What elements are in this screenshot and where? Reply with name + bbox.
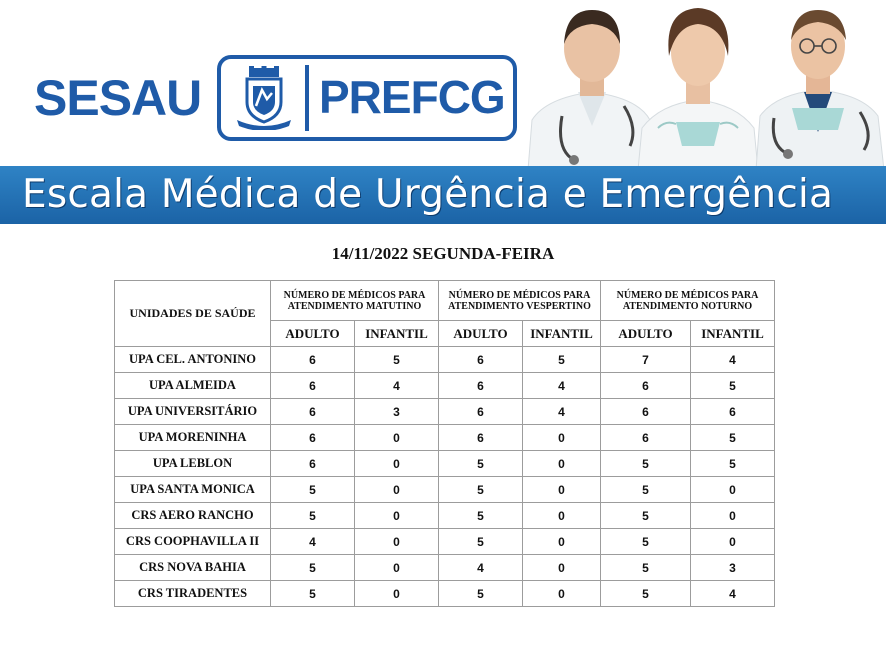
units-header: UNIDADES DE SAÚDE — [115, 281, 271, 347]
doctor-count: 5 — [271, 503, 355, 529]
doctor-count: 0 — [355, 581, 439, 607]
doctor-count: 6 — [271, 399, 355, 425]
doctor-count: 0 — [355, 503, 439, 529]
table-row — [115, 555, 775, 581]
table-row — [115, 399, 775, 425]
schedule-rows — [115, 347, 775, 607]
subheader-infantil: INFANTIL — [523, 321, 601, 347]
doctor-count: 0 — [355, 451, 439, 477]
doctor-count: 7 — [601, 347, 691, 373]
group-header-noturno: NÚMERO DE MÉDICOS PARA ATENDIMENTO NOTURNO — [601, 281, 775, 321]
doctor-count: 0 — [355, 529, 439, 555]
doctor-count: 0 — [355, 555, 439, 581]
doctor-count: 5 — [601, 555, 691, 581]
unit-name: CRS NOVA BAHIA — [115, 555, 271, 581]
doctor-count: 0 — [691, 503, 775, 529]
table-row — [115, 451, 775, 477]
doctor-count: 5 — [691, 373, 775, 399]
doctor-count: 6 — [601, 373, 691, 399]
doctor-count: 6 — [271, 451, 355, 477]
doctor-count: 3 — [691, 555, 775, 581]
doctor-count: 5 — [601, 451, 691, 477]
doctors-photo — [526, 0, 886, 170]
doctor-count: 5 — [439, 581, 523, 607]
doctor-count: 5 — [601, 529, 691, 555]
doctor-count: 0 — [523, 425, 601, 451]
unit-name: UPA MORENINHA — [115, 425, 271, 451]
unit-name: UPA SANTA MONICA — [115, 477, 271, 503]
doctor-count: 6 — [691, 399, 775, 425]
doctor-count: 0 — [355, 425, 439, 451]
doctor-count: 0 — [523, 581, 601, 607]
unit-name: CRS COOPHAVILLA II — [115, 529, 271, 555]
group-header-matutino: NÚMERO DE MÉDICOS PARA ATENDIMENTO MATUTINO — [271, 281, 439, 321]
doctor-count: 4 — [523, 399, 601, 425]
unit-name: CRS AERO RANCHO — [115, 503, 271, 529]
table-row — [115, 425, 775, 451]
doctor-count: 5 — [691, 451, 775, 477]
doctor-count: 4 — [271, 529, 355, 555]
doctor-count: 6 — [271, 425, 355, 451]
doctor-count: 3 — [355, 399, 439, 425]
subheader-infantil: INFANTIL — [355, 321, 439, 347]
doctor-count: 5 — [601, 477, 691, 503]
doctor-count: 0 — [691, 477, 775, 503]
doctor-count: 0 — [523, 529, 601, 555]
doctor-count: 5 — [271, 477, 355, 503]
subheader-infantil: INFANTIL — [691, 321, 775, 347]
subheader-adulto: ADULTO — [439, 321, 523, 347]
doctor-count: 6 — [601, 425, 691, 451]
doctor-count: 5 — [271, 581, 355, 607]
subheader-adulto: ADULTO — [271, 321, 355, 347]
doctor-count: 5 — [355, 347, 439, 373]
doctor-count: 6 — [439, 399, 523, 425]
logo-cg-text: CG — [437, 71, 505, 123]
unit-name: UPA LEBLON — [115, 451, 271, 477]
doctor-count: 4 — [691, 347, 775, 373]
subheader-adulto: ADULTO — [601, 321, 691, 347]
sesau-logo: SESAU — [34, 70, 202, 126]
doctor-count: 4 — [523, 373, 601, 399]
doctor-count: 0 — [355, 477, 439, 503]
doctor-count: 5 — [523, 347, 601, 373]
schedule-table — [114, 280, 775, 607]
doctor-count: 5 — [439, 451, 523, 477]
doctor-count: 6 — [271, 347, 355, 373]
logo-separator — [305, 65, 309, 131]
table-row — [115, 529, 775, 555]
doctor-count: 0 — [523, 451, 601, 477]
prefcg-logo-text — [319, 69, 505, 125]
doctor-count: 0 — [691, 529, 775, 555]
doctor-count: 5 — [439, 529, 523, 555]
doctor-count: 5 — [691, 425, 775, 451]
doctor-count: 5 — [601, 581, 691, 607]
doctor-count: 6 — [439, 373, 523, 399]
city-crest-icon — [231, 66, 297, 130]
doctor-count: 5 — [601, 503, 691, 529]
doctor-count: 5 — [271, 555, 355, 581]
doctor-count: 5 — [439, 503, 523, 529]
group-header-vespertino: NÚMERO DE MÉDICOS PARA ATENDIMENTO VESPERTINO — [439, 281, 601, 321]
doctor-count: 6 — [439, 425, 523, 451]
doctor-count: 0 — [523, 555, 601, 581]
table-row — [115, 581, 775, 607]
table-row — [115, 347, 775, 373]
unit-name: CRS TIRADENTES — [115, 581, 271, 607]
schedule-date: 14/11/2022 SEGUNDA-FEIRA — [331, 244, 555, 263]
doctor-count: 6 — [601, 399, 691, 425]
logo-pref-text: PREF — [319, 71, 438, 123]
page-header — [0, 0, 886, 170]
doctor-count: 4 — [691, 581, 775, 607]
doctor-count: 6 — [271, 373, 355, 399]
prefcg-logo — [217, 55, 517, 141]
unit-name: UPA ALMEIDA — [115, 373, 271, 399]
unit-name: UPA CEL. ANTONINO — [115, 347, 271, 373]
doctor-count: 0 — [523, 477, 601, 503]
doctor-count: 4 — [355, 373, 439, 399]
table-row — [115, 373, 775, 399]
table-row — [115, 477, 775, 503]
table-row — [115, 503, 775, 529]
title-banner — [0, 166, 886, 224]
doctor-count: 4 — [439, 555, 523, 581]
unit-name: UPA UNIVERSITÁRIO — [115, 399, 271, 425]
doctor-count: 5 — [439, 477, 523, 503]
doctor-count: 6 — [439, 347, 523, 373]
banner-title: Escala Médica de Urgência e Emergência — [22, 172, 834, 217]
doctor-count: 0 — [523, 503, 601, 529]
